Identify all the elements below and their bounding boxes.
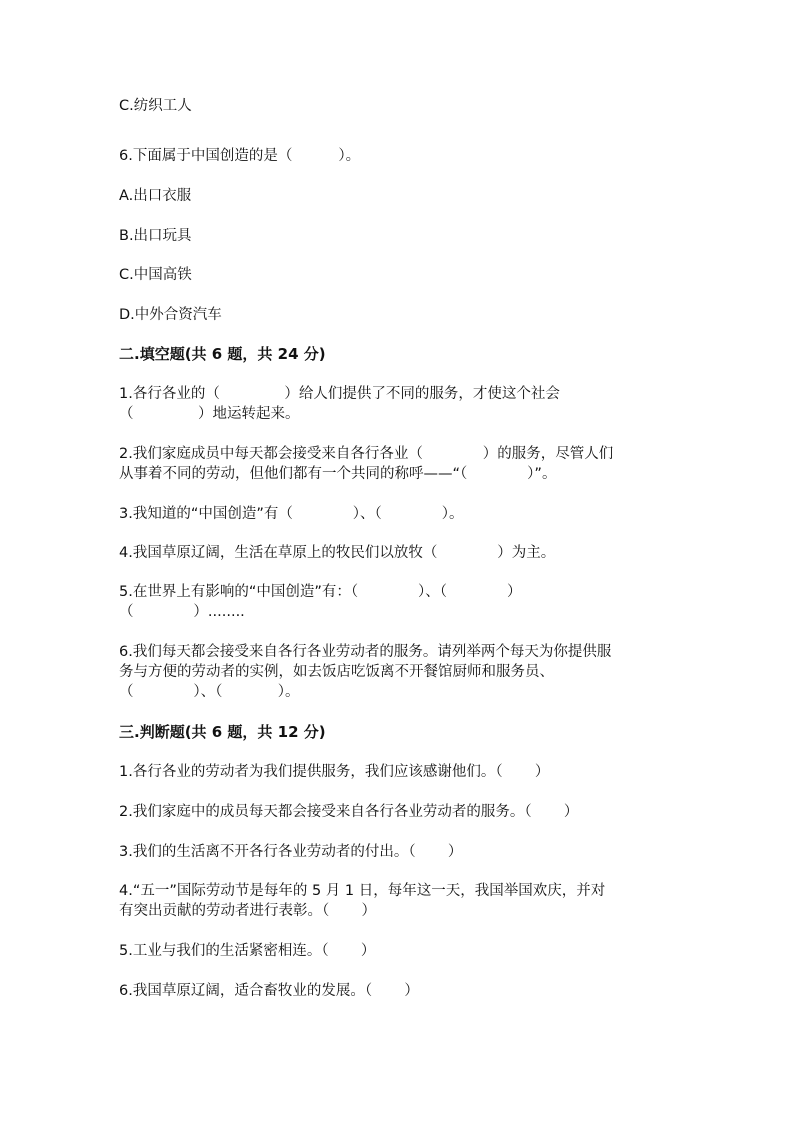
tf-q2: 2.我们家庭中的成员每天都会接受来自各行各业劳动者的服务。（ ）	[119, 804, 579, 820]
q6-option-d: D.中外合资汽车	[119, 307, 222, 323]
q5-option-c: C.纺织工人	[119, 98, 192, 114]
section-heading-true-false: 三.判断题(共 6 题，共 12 分)	[119, 723, 326, 741]
q6-option-b: B.出口玩具	[119, 228, 192, 244]
fill-q5-line2: （ ）........	[119, 604, 245, 620]
fill-q4: 4.我国草原辽阔，生活在草原上的牧民们以放牧（ ）为主。	[119, 545, 556, 561]
fill-q5-line1: 5.在世界上有影响的“中国创造”有：（ ）、（ ）	[119, 584, 522, 600]
fill-q6-line1: 6.我们每天都会接受来自各行各业劳动者的服务。请列举两个每天为你提供服	[119, 644, 612, 660]
tf-q6: 6.我国草原辽阔，适合畜牧业的发展。（ ）	[119, 983, 419, 999]
fill-q3: 3.我知道的“中国创造”有（ ）、（ ）。	[119, 506, 464, 522]
fill-q6-line3: （ ）、（ ）。	[119, 684, 300, 700]
fill-q2-line2: 从事着不同的劳动，但他们都有一个共同的称呼——“（ ）”。	[119, 466, 557, 482]
fill-q1-line1: 1.各行各业的（ ）给人们提供了不同的服务，才使这个社会	[119, 386, 560, 402]
fill-q2-line1: 2.我们家庭成员中每天都会接受来自各行各业（ ）的服务，尽管人们	[119, 446, 614, 462]
q6-stem: 6.下面属于中国创造的是（ ）。	[119, 148, 361, 164]
q6-option-a: A.出口衣服	[119, 188, 192, 204]
fill-q1-line2: （ ）地运转起来。	[119, 406, 300, 422]
tf-q4-line1: 4.“五一”国际劳动节是每年的 5 月 1 日，每年这一天，我国举国欢庆，并对	[119, 883, 606, 899]
tf-q1: 1.各行各业的劳动者为我们提供服务，我们应该感谢他们。（ ）	[119, 764, 550, 780]
fill-q6-line2: 务与方便的劳动者的实例，如去饭店吃饭离不开餐馆厨师和服务员、	[119, 664, 554, 680]
q6-option-c: C.中国高铁	[119, 267, 192, 283]
tf-q3: 3.我们的生活离不开各行各业劳动者的付出。（ ）	[119, 844, 463, 860]
tf-q4-line2: 有突出贡献的劳动者进行表彰。（ ）	[119, 903, 377, 919]
section-heading-fill-in: 二.填空题(共 6 题，共 24 分)	[119, 345, 326, 363]
tf-q5: 5.工业与我们的生活紧密相连。（ ）	[119, 943, 376, 959]
